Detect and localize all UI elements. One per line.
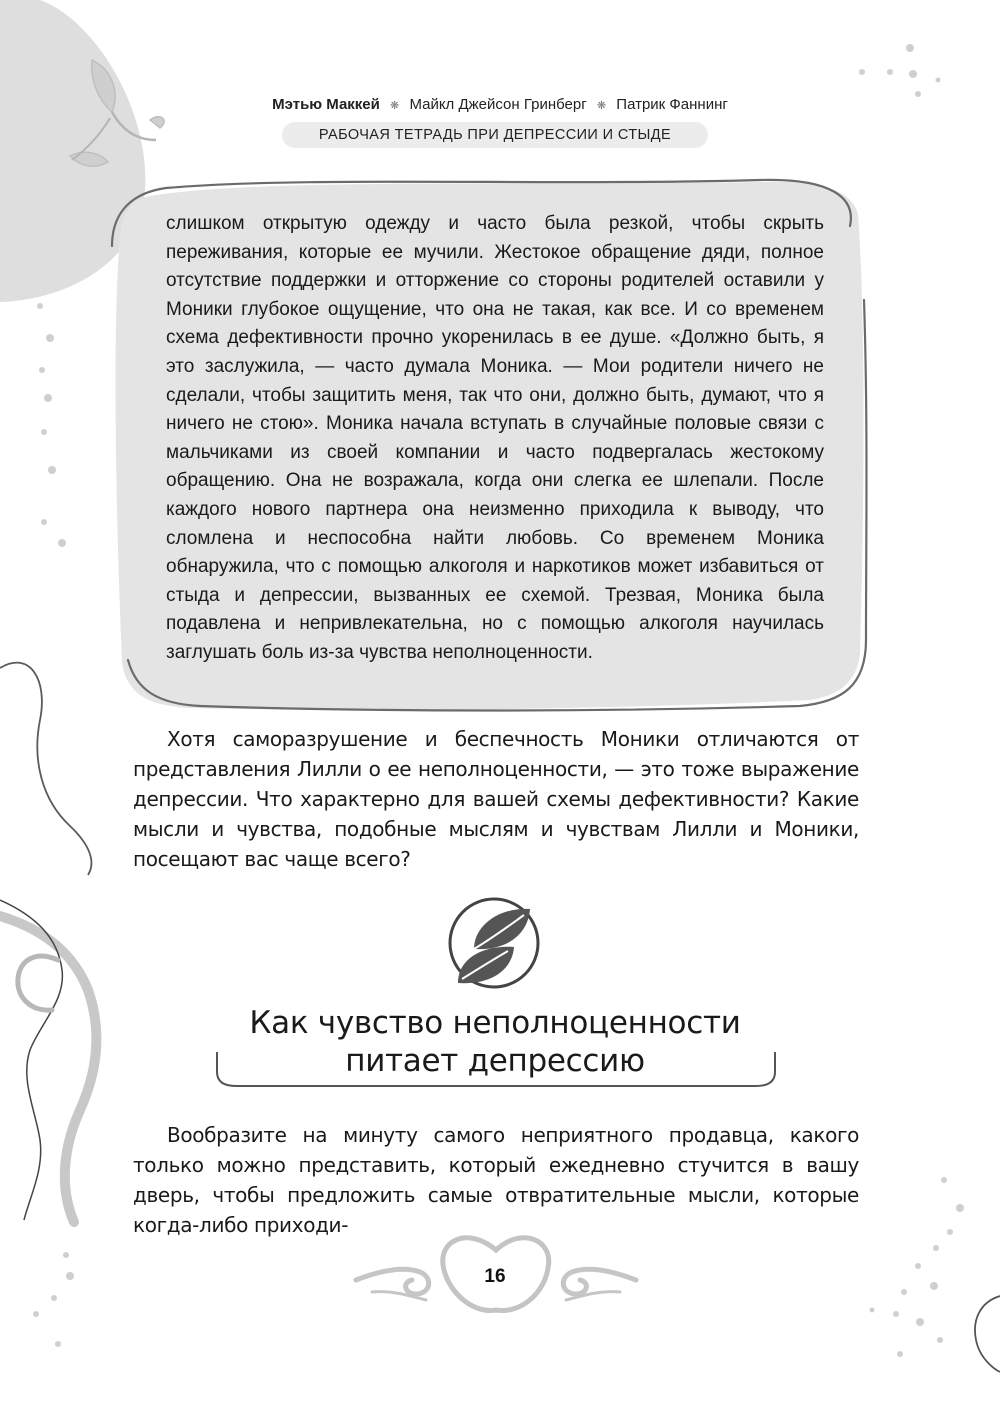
author-1: Мэтью Маккей [272, 96, 380, 113]
paragraph-text: Хотя саморазрушение и беспечность Моники отличаются от представления Лилли о ее неполноценности, — это тоже выражение депрессии. Что характерно для вашей схемы дефективности? Какие мысли и чувства, подобные мыслям и чувствам Лилли и Моники, посещают вас чаще всего? [133, 727, 859, 871]
leaves-icon [444, 893, 544, 993]
bottom-right-arc [975, 1296, 1000, 1372]
separator-icon: ❋ [390, 100, 400, 112]
heading-line-2: питает депрессию [345, 1043, 645, 1079]
left-swirl-thick [0, 916, 96, 1222]
book-authors [200, 96, 800, 113]
story-box-text: слишком открытую одежду и часто была резкой, чтобы скрыть переживания, которые ее мучили. Жестокое обращение дяди, полное отсутствие поддержки и отторжение со стороны родителей оставили у Моники глубокое ощущение, что она не такая, как все. И со временем схема дефективности прочно укоренилась в ее душе. «Должно быть, я это заслужила, — часто думала Моника. — Мои родители ничего не сделали, чтобы защитить меня, так что они, должно быть, думают, что я ничего не стою». Моника начала вступать в случайные половые связи с мальчиками из своей компании и часто подвергалась жестокому обращению. Она не возражала, когда они слегка ее шлепали. После каждого нового партнера она неизменно приходила к выводу, что сломлена и неспособна найти любовь. Со временем Моника обнаружила, что с помощью алкоголя и наркотиков может избавиться от стыда и депрессии, вызванных ее схемой. Трезвая, Моника была подавлена и непривлекательна, но с помощью алкоголя научилась заглушать боль из-за чувства неполноценности. [166, 213, 824, 663]
author-2: Майкл Джейсон Гринберг [409, 96, 587, 113]
section-heading [215, 1004, 775, 1080]
heading-line-1: Как чувство неполноценности [249, 1005, 741, 1041]
page-number: 16 [484, 1266, 506, 1287]
body-paragraph-2 [133, 1120, 859, 1240]
author-3: Патрик Фаннинг [616, 96, 728, 113]
body-paragraph-1 [133, 724, 859, 874]
story-box [166, 210, 824, 668]
book-title: РАБОЧАЯ ТЕТРАДЬ ПРИ ДЕПРЕССИИ И СТЫДЕ [282, 122, 708, 148]
paragraph-text: Вообразите на минуту самого неприятного продавца, какого только можно представить, который ежедневно стучится в вашу дверь, чтобы предложить самые отвратительные мысли, которые когда-либо приходи- [133, 1123, 859, 1237]
left-curl [18, 956, 58, 1010]
separator-icon: ❋ [596, 100, 607, 112]
left-wave-line [0, 663, 91, 875]
